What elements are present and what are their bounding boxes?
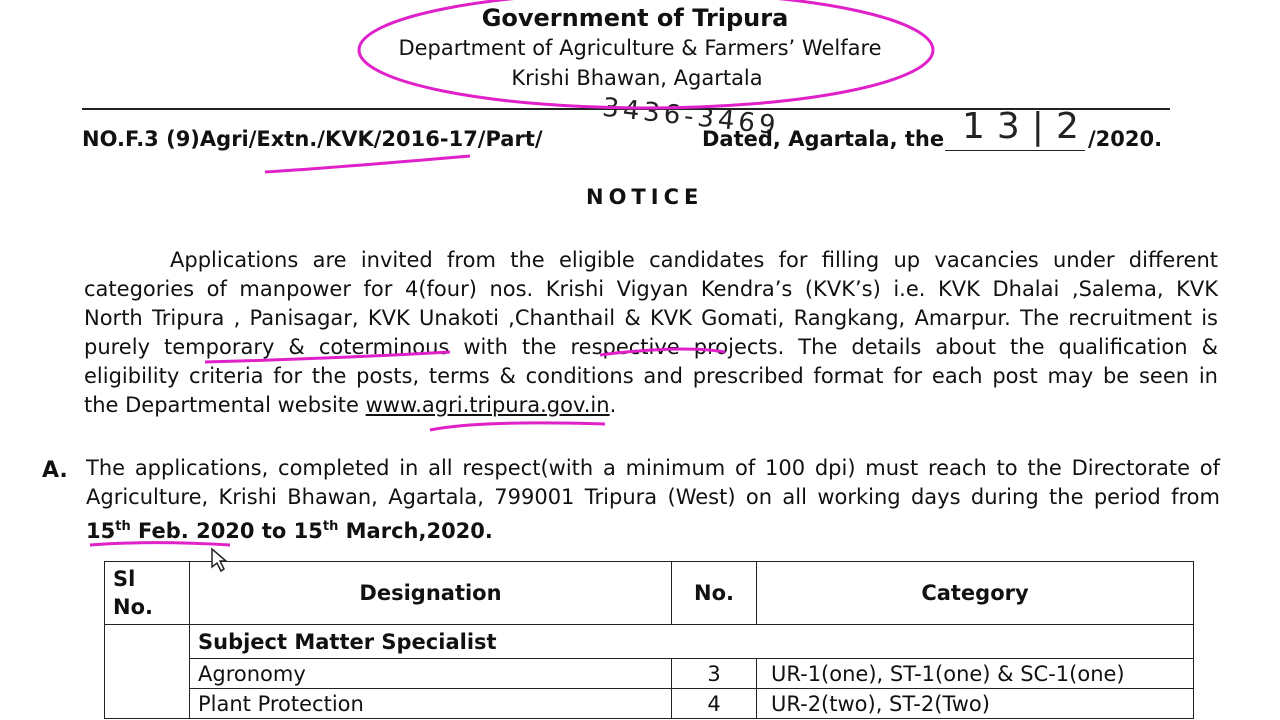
- designation-cell: Agronomy: [190, 659, 672, 689]
- reference-number: NO.F.3 (9)Agri/Extn./KVK/2016-17/Part/: [82, 127, 543, 151]
- government-title: Government of Tripura: [481, 4, 789, 32]
- paragraph-line: eligibility criteria for the posts, terms & conditions and prescribed format for each post may be seen in: [84, 364, 1218, 388]
- website-underline: [430, 423, 605, 430]
- date-to-sup: th: [322, 519, 339, 534]
- section-a-marker: A.: [42, 458, 68, 483]
- header-highlight-ellipse: [359, 0, 933, 108]
- paragraph-line: North Tripura , Panisagar, KVK Unakoti ,Chanthail & KVK Gomati, Rangkang, Amarpur. The recruitment is: [84, 306, 1218, 330]
- paragraph-line: Applications are invited from the eligible candidates for filling up vacancies under different: [170, 248, 1218, 272]
- category-cell: UR-2(two), ST-2(Two): [757, 689, 1194, 719]
- handwritten-date: 13|2: [962, 106, 1091, 147]
- paragraph-line: purely temporary & coterminous with the respective projects. The details about the qualification &: [84, 335, 1218, 359]
- paragraph-line: categories of manpower for 4(four) nos. Krishi Vigyan Kendra’s (KVK’s) i.e. KVK Dhalai ,Salema, KVK: [84, 277, 1218, 301]
- date-from-sup: th: [115, 519, 131, 534]
- designation-cell: Plant Protection: [190, 689, 672, 719]
- handwritten-number: 3436-3469: [600, 92, 781, 142]
- date-from-rest: Feb. 2020 to: [130, 519, 294, 543]
- col-header-category: Category: [757, 562, 1194, 625]
- col-header-no: No.: [672, 562, 757, 625]
- subheading-cell: Subject Matter Specialist: [190, 625, 1194, 659]
- dated-label: Dated, Agartala, the: [702, 127, 945, 151]
- website-link[interactable]: www.agri.tripura.gov.in: [365, 393, 610, 417]
- section-a-line: Agriculture, Krishi Bhawan, Agartala, 799001 Tripura (West) on all working days during the period from: [86, 485, 1220, 509]
- projects-underline: [600, 349, 725, 355]
- website-prefix: the Departmental website: [84, 393, 366, 417]
- col-header-sl: Sl No.: [105, 562, 190, 625]
- section-a-line: The applications, completed in all respect(with a minimum of 100 dpi) must reach to the Directorate of: [86, 456, 1220, 480]
- category-cell: UR-1(one), ST-1(one) & SC-1(one): [757, 659, 1194, 689]
- refno-underline: [265, 156, 470, 172]
- date-from-day: 15: [86, 519, 116, 543]
- number-cell: 3: [672, 659, 757, 689]
- office-address: Krishi Bhawan, Agartala: [511, 66, 763, 90]
- number-cell: 4: [672, 689, 757, 719]
- department-name: Department of Agriculture & Farmers’ Welfare: [398, 36, 882, 60]
- temporary-underline: [205, 352, 450, 362]
- date-underline-mark: [90, 543, 230, 545]
- reference-year: /2020.: [1088, 127, 1163, 151]
- col-header-designation: Designation: [190, 562, 672, 625]
- notice-title: NOTICE: [586, 185, 704, 209]
- website-suffix: .: [609, 393, 617, 417]
- date-to-rest: March,2020.: [338, 519, 493, 543]
- date-to-day: 15: [293, 519, 323, 543]
- mouse-cursor-icon: [212, 549, 226, 571]
